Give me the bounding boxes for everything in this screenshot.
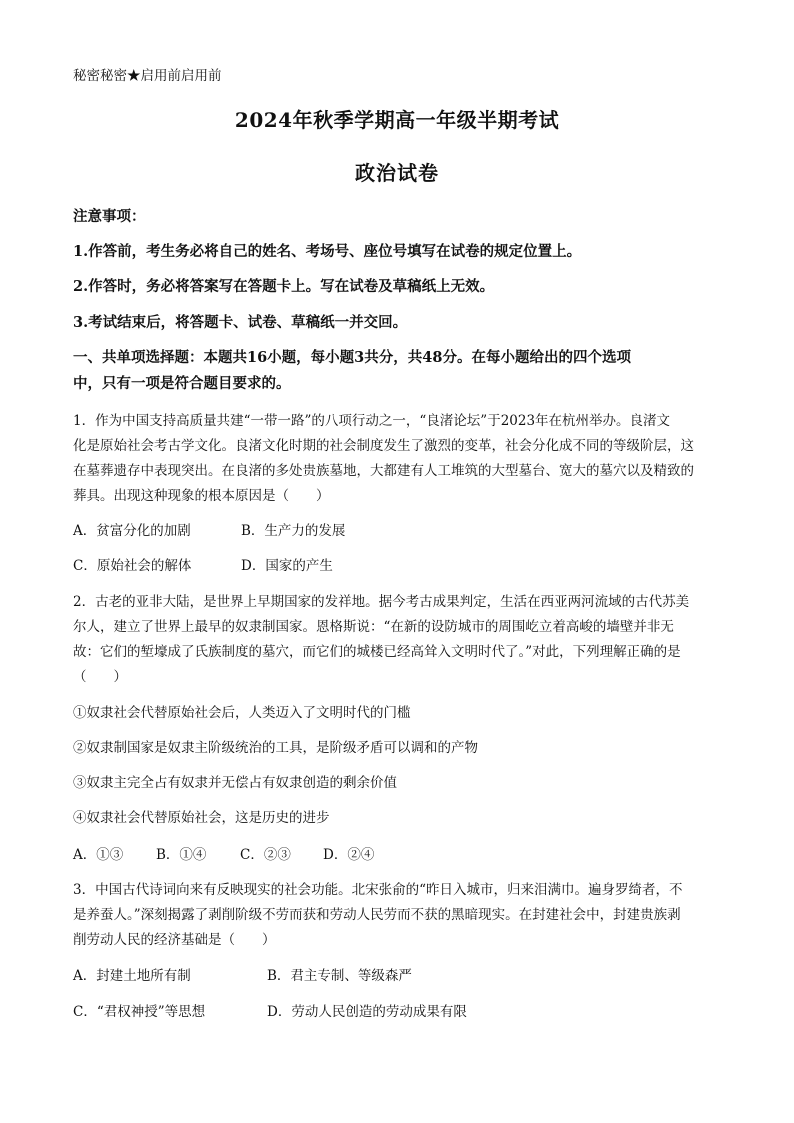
question-2-stem-line: 故：它们的堑壕成了氏族制度的墓穴，而它们的城楼已经高耸入文明时代了。”对此，下列理解正确的是 [73,644,681,660]
exam-subject: 政治试卷 [355,161,439,185]
question-1-stem-line: 化是原始社会考古学文化。良渚文化时期的社会制度发生了激烈的变革，社会分化成不同的等级阶层，这 [73,438,694,454]
question-1-option-a: A．贫富分化的加剧 [73,523,191,539]
notice-item: 1.作答前，考生务必将自己的姓名、考场号、座位号填写在试卷的规定位置上。 [73,243,582,260]
question-3-option-b: B．君主专制、等级森严 [267,968,412,984]
notice-item: 3.考试结束后，将答题卡、试卷、草稿纸一并交回。 [73,314,408,331]
secret-mark: 秘密秘密★启用前启用前 [73,68,222,84]
question-2-option-b: B．①④ [156,847,207,863]
question-1-stem-line: 在墓葬遗存中表现突出。在良渚的多处贵族墓地，大都建有人工堆筑的大型墓台、宽大的墓穴以及精致的 [73,463,694,479]
question-2-statement: ②奴隶制国家是奴隶主阶级统治的工具，是阶级矛盾可以调和的产物 [73,740,478,756]
question-1-option-b: B．生产力的发展 [241,523,346,539]
question-2-statement: ①奴隶社会代替原始社会后，人类迈入了文明时代的门槛 [73,705,411,721]
question-3-stem-line: 削劳动人民的经济基础是（ ） [73,932,276,948]
question-2-statement: ③奴隶主完全占有奴隶并无偿占有奴隶创造的剩余价值 [73,775,397,791]
question-1-option-d: D．国家的产生 [241,558,333,574]
question-3-option-c: C．“君权神授”等思想 [73,1004,206,1020]
question-2-option-c: C．②③ [240,847,291,863]
question-3-stem-line: 3．中国古代诗词向来有反映现实的社会功能。北宋张俞的“昨日入城市，归来泪满巾。遍身罗绮者，不 [73,882,683,898]
question-2-stem-line: （ ） [73,669,127,685]
question-3-stem-line: 是养蚕人。”深刻揭露了剥削阶级不劳而获和劳动人民劳而不获的黑暗现实。在封建社会中，封建贵族剥 [73,907,681,923]
question-2-statement: ④奴隶社会代替原始社会，这是历史的进步 [73,810,330,826]
question-1-stem-line: 1．作为中国支持高质量共建“一带一路”的八项行动之一，“良渚论坛”于2023年在杭州举办。良渚文 [73,413,671,429]
exam-title: 2024年秋季学期高一年级半期考试 [234,108,560,132]
question-3-option-a: A．封建土地所有制 [73,968,191,984]
question-1-option-c: C．原始社会的解体 [73,558,192,574]
question-2-option-a: A．①③ [73,847,124,863]
question-2-option-d: D．②④ [323,847,375,863]
section-heading-line: 中，只有一项是符合题目要求的。 [73,375,291,392]
question-3-option-d: D．劳动人民创造的劳动成果有限 [267,1004,467,1020]
notice-item: 2.作答时，务必将答案写在答题卡上。写在试卷及草稿纸上无效。 [73,278,495,295]
question-2-stem-line: 2．古老的亚非大陆，是世界上早期国家的发祥地。据今考古成果判定，生活在西亚两河流域的古代苏美 [73,594,690,610]
question-2-stem-line: 尔人，建立了世界上最早的奴隶制国家。恩格斯说：“在新的设防城市的周围屹立着高峻的墙壁并非无 [73,619,674,635]
section-heading-line: 一、共单项选择题：本题共16小题，每小题3共分，共48分。在每小题给出的四个选项 [73,349,631,366]
notice-heading: 注意事项： [73,208,146,225]
question-1-stem-line: 葬具。出现这种现象的根本原因是（ ） [73,488,330,504]
